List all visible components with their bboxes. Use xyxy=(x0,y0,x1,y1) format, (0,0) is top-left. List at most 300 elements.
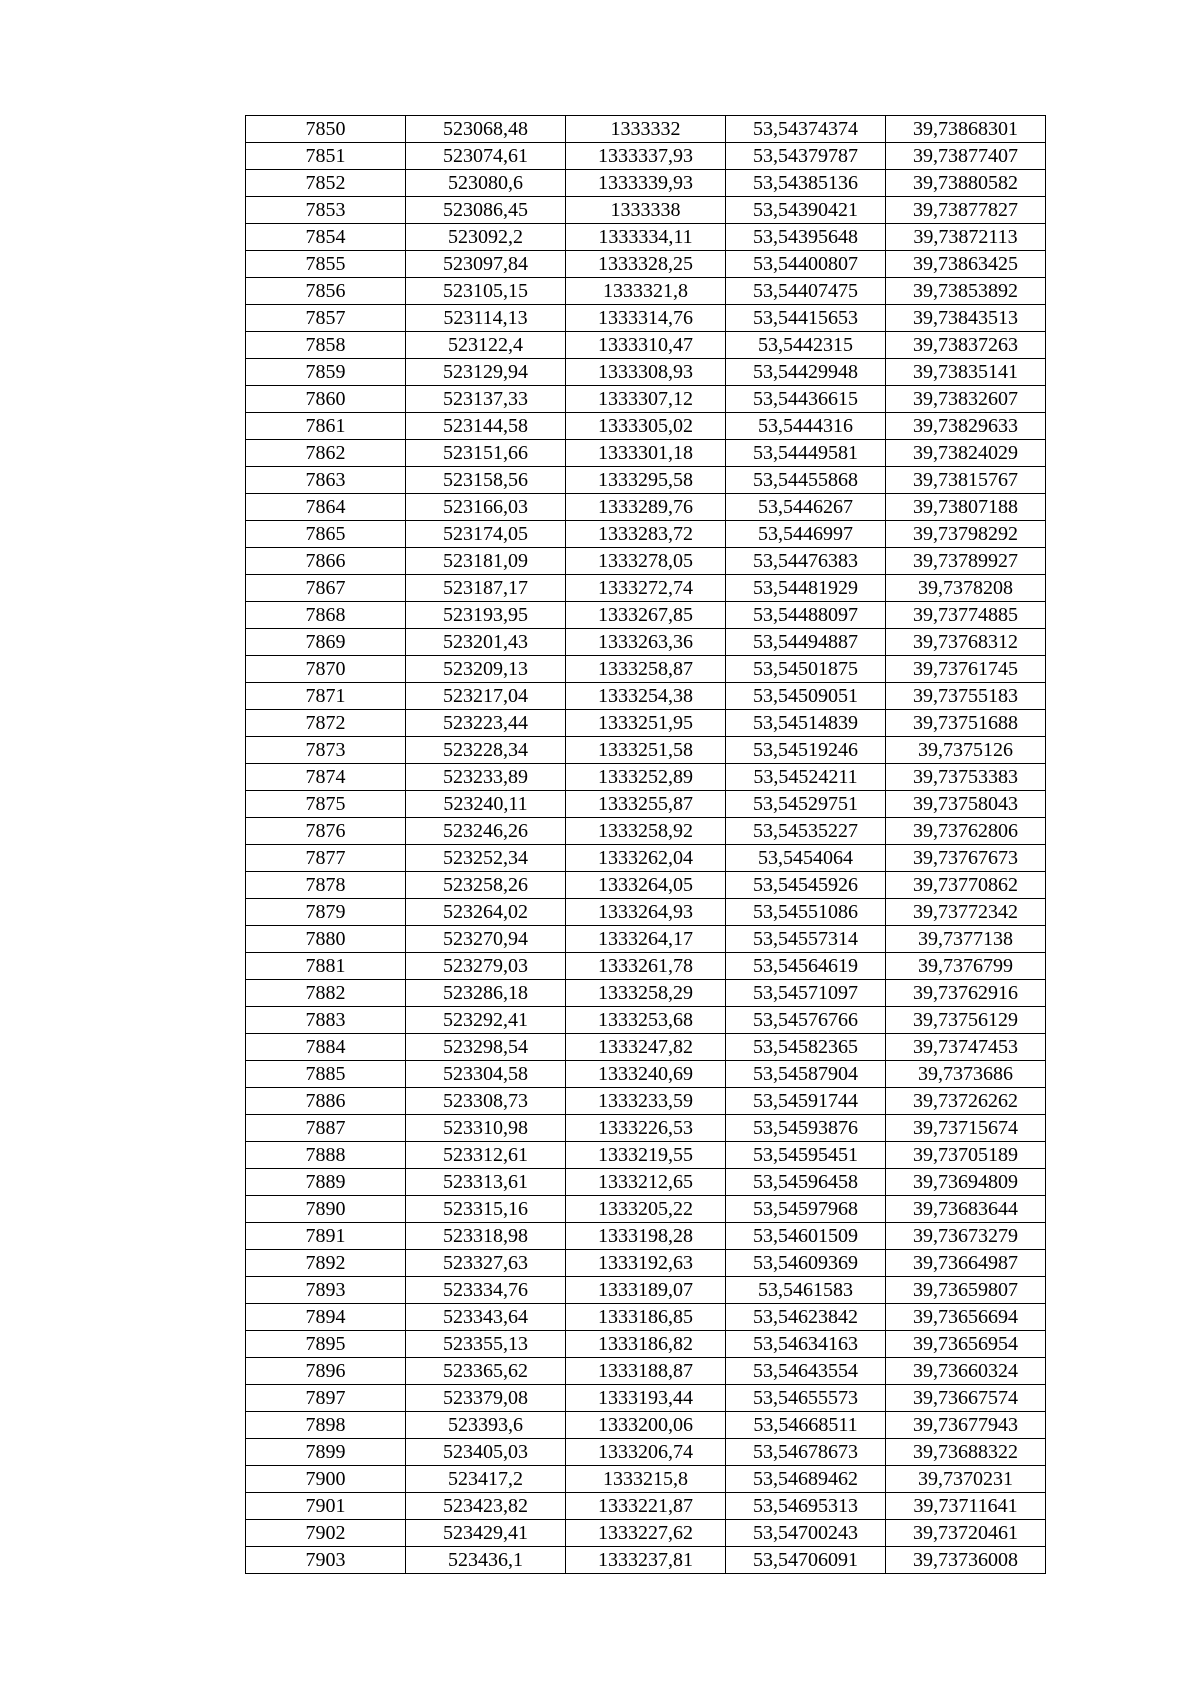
longitude-cell: 39,73677943 xyxy=(886,1412,1046,1439)
y-coordinate-cell: 1333215,8 xyxy=(566,1466,726,1493)
point-number-cell: 7880 xyxy=(246,926,406,953)
x-coordinate-cell: 523252,34 xyxy=(406,845,566,872)
point-number-cell: 7867 xyxy=(246,575,406,602)
longitude-cell: 39,73659807 xyxy=(886,1277,1046,1304)
longitude-cell: 39,73868301 xyxy=(886,116,1046,143)
longitude-cell: 39,73837263 xyxy=(886,332,1046,359)
x-coordinate-cell: 523298,54 xyxy=(406,1034,566,1061)
point-number-cell: 7887 xyxy=(246,1115,406,1142)
latitude-cell: 53,54689462 xyxy=(726,1466,886,1493)
y-coordinate-cell: 1333321,8 xyxy=(566,278,726,305)
x-coordinate-cell: 523334,76 xyxy=(406,1277,566,1304)
y-coordinate-cell: 1333193,44 xyxy=(566,1385,726,1412)
y-coordinate-cell: 1333262,04 xyxy=(566,845,726,872)
y-coordinate-cell: 1333261,78 xyxy=(566,953,726,980)
x-coordinate-cell: 523313,61 xyxy=(406,1169,566,1196)
x-coordinate-cell: 523201,43 xyxy=(406,629,566,656)
longitude-cell: 39,73770862 xyxy=(886,872,1046,899)
x-coordinate-cell: 523223,44 xyxy=(406,710,566,737)
point-number-cell: 7901 xyxy=(246,1493,406,1520)
x-coordinate-cell: 523209,13 xyxy=(406,656,566,683)
x-coordinate-cell: 523137,33 xyxy=(406,386,566,413)
latitude-cell: 53,54634163 xyxy=(726,1331,886,1358)
longitude-cell: 39,73755183 xyxy=(886,683,1046,710)
point-number-cell: 7873 xyxy=(246,737,406,764)
x-coordinate-cell: 523240,11 xyxy=(406,791,566,818)
latitude-cell: 53,54476383 xyxy=(726,548,886,575)
x-coordinate-cell: 523258,26 xyxy=(406,872,566,899)
point-number-cell: 7902 xyxy=(246,1520,406,1547)
table-row xyxy=(246,1142,1046,1169)
table-row xyxy=(246,818,1046,845)
latitude-cell: 53,54400807 xyxy=(726,251,886,278)
x-coordinate-cell: 523308,73 xyxy=(406,1088,566,1115)
y-coordinate-cell: 1333337,93 xyxy=(566,143,726,170)
point-number-cell: 7896 xyxy=(246,1358,406,1385)
latitude-cell: 53,54509051 xyxy=(726,683,886,710)
latitude-cell: 53,54576766 xyxy=(726,1007,886,1034)
latitude-cell: 53,54429948 xyxy=(726,359,886,386)
y-coordinate-cell: 1333278,05 xyxy=(566,548,726,575)
x-coordinate-cell: 523343,64 xyxy=(406,1304,566,1331)
table-row xyxy=(246,278,1046,305)
longitude-cell: 39,73761745 xyxy=(886,656,1046,683)
latitude-cell: 53,54449581 xyxy=(726,440,886,467)
x-coordinate-cell: 523193,95 xyxy=(406,602,566,629)
point-number-cell: 7882 xyxy=(246,980,406,1007)
x-coordinate-cell: 523086,45 xyxy=(406,197,566,224)
longitude-cell: 39,73688322 xyxy=(886,1439,1046,1466)
point-number-cell: 7903 xyxy=(246,1547,406,1574)
y-coordinate-cell: 1333206,74 xyxy=(566,1439,726,1466)
latitude-cell: 53,54407475 xyxy=(726,278,886,305)
y-coordinate-cell: 1333227,62 xyxy=(566,1520,726,1547)
point-number-cell: 7869 xyxy=(246,629,406,656)
y-coordinate-cell: 1333254,38 xyxy=(566,683,726,710)
table-row xyxy=(246,980,1046,1007)
point-number-cell: 7884 xyxy=(246,1034,406,1061)
latitude-cell: 53,54529751 xyxy=(726,791,886,818)
x-coordinate-cell: 523379,08 xyxy=(406,1385,566,1412)
longitude-cell: 39,73705189 xyxy=(886,1142,1046,1169)
x-coordinate-cell: 523129,94 xyxy=(406,359,566,386)
table-row xyxy=(246,656,1046,683)
latitude-cell: 53,54571097 xyxy=(726,980,886,1007)
latitude-cell: 53,54601509 xyxy=(726,1223,886,1250)
x-coordinate-cell: 523122,4 xyxy=(406,332,566,359)
point-number-cell: 7861 xyxy=(246,413,406,440)
latitude-cell: 53,54593876 xyxy=(726,1115,886,1142)
point-number-cell: 7864 xyxy=(246,494,406,521)
y-coordinate-cell: 1333308,93 xyxy=(566,359,726,386)
point-number-cell: 7854 xyxy=(246,224,406,251)
latitude-cell: 53,54494887 xyxy=(726,629,886,656)
longitude-cell: 39,73762916 xyxy=(886,980,1046,1007)
latitude-cell: 53,54524211 xyxy=(726,764,886,791)
latitude-cell: 53,54643554 xyxy=(726,1358,886,1385)
y-coordinate-cell: 1333186,82 xyxy=(566,1331,726,1358)
y-coordinate-cell: 1333219,55 xyxy=(566,1142,726,1169)
longitude-cell: 39,73774885 xyxy=(886,602,1046,629)
table-row xyxy=(246,1304,1046,1331)
y-coordinate-cell: 1333233,59 xyxy=(566,1088,726,1115)
x-coordinate-cell: 523318,98 xyxy=(406,1223,566,1250)
point-number-cell: 7870 xyxy=(246,656,406,683)
y-coordinate-cell: 1333339,93 xyxy=(566,170,726,197)
y-coordinate-cell: 1333258,87 xyxy=(566,656,726,683)
point-number-cell: 7881 xyxy=(246,953,406,980)
point-number-cell: 7876 xyxy=(246,818,406,845)
table-row xyxy=(246,305,1046,332)
longitude-cell: 39,73660324 xyxy=(886,1358,1046,1385)
table-row xyxy=(246,251,1046,278)
longitude-cell: 39,73880582 xyxy=(886,170,1046,197)
x-coordinate-cell: 523393,6 xyxy=(406,1412,566,1439)
x-coordinate-cell: 523270,94 xyxy=(406,926,566,953)
x-coordinate-cell: 523327,63 xyxy=(406,1250,566,1277)
y-coordinate-cell: 1333247,82 xyxy=(566,1034,726,1061)
point-number-cell: 7866 xyxy=(246,548,406,575)
x-coordinate-cell: 523355,13 xyxy=(406,1331,566,1358)
table-row xyxy=(246,764,1046,791)
longitude-cell: 39,73772342 xyxy=(886,899,1046,926)
latitude-cell: 53,54596458 xyxy=(726,1169,886,1196)
latitude-cell: 53,5446267 xyxy=(726,494,886,521)
latitude-cell: 53,54557314 xyxy=(726,926,886,953)
point-number-cell: 7863 xyxy=(246,467,406,494)
y-coordinate-cell: 1333338 xyxy=(566,197,726,224)
y-coordinate-cell: 1333314,76 xyxy=(566,305,726,332)
table-row xyxy=(246,710,1046,737)
latitude-cell: 53,5454064 xyxy=(726,845,886,872)
longitude-cell: 39,73756129 xyxy=(886,1007,1046,1034)
longitude-cell: 39,73853892 xyxy=(886,278,1046,305)
table-row xyxy=(246,1223,1046,1250)
point-number-cell: 7862 xyxy=(246,440,406,467)
longitude-cell: 39,73768312 xyxy=(886,629,1046,656)
longitude-cell: 39,73753383 xyxy=(886,764,1046,791)
point-number-cell: 7893 xyxy=(246,1277,406,1304)
point-number-cell: 7859 xyxy=(246,359,406,386)
table-row xyxy=(246,1466,1046,1493)
y-coordinate-cell: 1333264,93 xyxy=(566,899,726,926)
y-coordinate-cell: 1333332 xyxy=(566,116,726,143)
x-coordinate-cell: 523166,03 xyxy=(406,494,566,521)
y-coordinate-cell: 1333186,85 xyxy=(566,1304,726,1331)
latitude-cell: 53,54374374 xyxy=(726,116,886,143)
point-number-cell: 7877 xyxy=(246,845,406,872)
longitude-cell: 39,73751688 xyxy=(886,710,1046,737)
x-coordinate-cell: 523264,02 xyxy=(406,899,566,926)
table-row xyxy=(246,467,1046,494)
latitude-cell: 53,54706091 xyxy=(726,1547,886,1574)
x-coordinate-cell: 523312,61 xyxy=(406,1142,566,1169)
table-row xyxy=(246,1547,1046,1574)
table-row xyxy=(246,1331,1046,1358)
table-row xyxy=(246,386,1046,413)
table-row xyxy=(246,521,1046,548)
x-coordinate-cell: 523246,26 xyxy=(406,818,566,845)
point-number-cell: 7891 xyxy=(246,1223,406,1250)
table-row xyxy=(246,1385,1046,1412)
x-coordinate-cell: 523405,03 xyxy=(406,1439,566,1466)
longitude-cell: 39,73758043 xyxy=(886,791,1046,818)
table-row xyxy=(246,926,1046,953)
point-number-cell: 7852 xyxy=(246,170,406,197)
table-row xyxy=(246,1088,1046,1115)
x-coordinate-cell: 523080,6 xyxy=(406,170,566,197)
point-number-cell: 7872 xyxy=(246,710,406,737)
table-row xyxy=(246,1412,1046,1439)
y-coordinate-cell: 1333252,89 xyxy=(566,764,726,791)
longitude-cell: 39,73843513 xyxy=(886,305,1046,332)
y-coordinate-cell: 1333289,76 xyxy=(566,494,726,521)
point-number-cell: 7883 xyxy=(246,1007,406,1034)
x-coordinate-cell: 523436,1 xyxy=(406,1547,566,1574)
table-row xyxy=(246,1493,1046,1520)
point-number-cell: 7878 xyxy=(246,872,406,899)
point-number-cell: 7850 xyxy=(246,116,406,143)
y-coordinate-cell: 1333295,58 xyxy=(566,467,726,494)
table-row xyxy=(246,602,1046,629)
y-coordinate-cell: 1333253,68 xyxy=(566,1007,726,1034)
y-coordinate-cell: 1333263,36 xyxy=(566,629,726,656)
x-coordinate-cell: 523279,03 xyxy=(406,953,566,980)
table-row xyxy=(246,1520,1046,1547)
y-coordinate-cell: 1333307,12 xyxy=(566,386,726,413)
point-number-cell: 7889 xyxy=(246,1169,406,1196)
latitude-cell: 53,54395648 xyxy=(726,224,886,251)
longitude-cell: 39,73798292 xyxy=(886,521,1046,548)
latitude-cell: 53,54623842 xyxy=(726,1304,886,1331)
table-row xyxy=(246,224,1046,251)
longitude-cell: 39,73694809 xyxy=(886,1169,1046,1196)
x-coordinate-cell: 523187,17 xyxy=(406,575,566,602)
latitude-cell: 53,54481929 xyxy=(726,575,886,602)
y-coordinate-cell: 1333205,22 xyxy=(566,1196,726,1223)
y-coordinate-cell: 1333310,47 xyxy=(566,332,726,359)
y-coordinate-cell: 1333200,06 xyxy=(566,1412,726,1439)
point-number-cell: 7871 xyxy=(246,683,406,710)
y-coordinate-cell: 1333212,65 xyxy=(566,1169,726,1196)
x-coordinate-cell: 523068,48 xyxy=(406,116,566,143)
x-coordinate-cell: 523423,82 xyxy=(406,1493,566,1520)
x-coordinate-cell: 523429,41 xyxy=(406,1520,566,1547)
longitude-cell: 39,7375126 xyxy=(886,737,1046,764)
longitude-cell: 39,7377138 xyxy=(886,926,1046,953)
table-row xyxy=(246,1115,1046,1142)
longitude-cell: 39,73789927 xyxy=(886,548,1046,575)
latitude-cell: 53,54501875 xyxy=(726,656,886,683)
x-coordinate-cell: 523233,89 xyxy=(406,764,566,791)
table-row xyxy=(246,359,1046,386)
y-coordinate-cell: 1333301,18 xyxy=(566,440,726,467)
y-coordinate-cell: 1333328,25 xyxy=(566,251,726,278)
coordinates-table-body xyxy=(246,116,1046,1574)
point-number-cell: 7874 xyxy=(246,764,406,791)
table-row xyxy=(246,1034,1046,1061)
latitude-cell: 53,54551086 xyxy=(726,899,886,926)
y-coordinate-cell: 1333334,11 xyxy=(566,224,726,251)
latitude-cell: 53,54700243 xyxy=(726,1520,886,1547)
latitude-cell: 53,54582365 xyxy=(726,1034,886,1061)
longitude-cell: 39,73762806 xyxy=(886,818,1046,845)
longitude-cell: 39,73747453 xyxy=(886,1034,1046,1061)
latitude-cell: 53,5446997 xyxy=(726,521,886,548)
latitude-cell: 53,54695313 xyxy=(726,1493,886,1520)
table-row xyxy=(246,332,1046,359)
point-number-cell: 7899 xyxy=(246,1439,406,1466)
longitude-cell: 39,73872113 xyxy=(886,224,1046,251)
table-row xyxy=(246,494,1046,521)
y-coordinate-cell: 1333221,87 xyxy=(566,1493,726,1520)
longitude-cell: 39,73877827 xyxy=(886,197,1046,224)
latitude-cell: 53,54455868 xyxy=(726,467,886,494)
point-number-cell: 7860 xyxy=(246,386,406,413)
x-coordinate-cell: 523092,2 xyxy=(406,224,566,251)
table-row xyxy=(246,1250,1046,1277)
table-row xyxy=(246,116,1046,143)
point-number-cell: 7858 xyxy=(246,332,406,359)
longitude-cell: 39,73726262 xyxy=(886,1088,1046,1115)
longitude-cell: 39,73664987 xyxy=(886,1250,1046,1277)
y-coordinate-cell: 1333240,69 xyxy=(566,1061,726,1088)
table-row xyxy=(246,899,1046,926)
latitude-cell: 53,5442315 xyxy=(726,332,886,359)
table-row xyxy=(246,1169,1046,1196)
point-number-cell: 7886 xyxy=(246,1088,406,1115)
y-coordinate-cell: 1333251,58 xyxy=(566,737,726,764)
x-coordinate-cell: 523304,58 xyxy=(406,1061,566,1088)
point-number-cell: 7894 xyxy=(246,1304,406,1331)
y-coordinate-cell: 1333198,28 xyxy=(566,1223,726,1250)
y-coordinate-cell: 1333283,72 xyxy=(566,521,726,548)
table-row xyxy=(246,737,1046,764)
table-row xyxy=(246,575,1046,602)
longitude-cell: 39,73711641 xyxy=(886,1493,1046,1520)
point-number-cell: 7865 xyxy=(246,521,406,548)
longitude-cell: 39,7376799 xyxy=(886,953,1046,980)
longitude-cell: 39,73667574 xyxy=(886,1385,1046,1412)
y-coordinate-cell: 1333272,74 xyxy=(566,575,726,602)
x-coordinate-cell: 523417,2 xyxy=(406,1466,566,1493)
longitude-cell: 39,73656954 xyxy=(886,1331,1046,1358)
point-number-cell: 7900 xyxy=(246,1466,406,1493)
latitude-cell: 53,54545926 xyxy=(726,872,886,899)
y-coordinate-cell: 1333264,05 xyxy=(566,872,726,899)
table-row xyxy=(246,548,1046,575)
point-number-cell: 7888 xyxy=(246,1142,406,1169)
table-row xyxy=(246,1358,1046,1385)
table-row xyxy=(246,1061,1046,1088)
y-coordinate-cell: 1333267,85 xyxy=(566,602,726,629)
longitude-cell: 39,7373686 xyxy=(886,1061,1046,1088)
latitude-cell: 53,54379787 xyxy=(726,143,886,170)
y-coordinate-cell: 1333258,29 xyxy=(566,980,726,1007)
point-number-cell: 7856 xyxy=(246,278,406,305)
x-coordinate-cell: 523286,18 xyxy=(406,980,566,1007)
point-number-cell: 7898 xyxy=(246,1412,406,1439)
latitude-cell: 53,5461583 xyxy=(726,1277,886,1304)
longitude-cell: 39,73767673 xyxy=(886,845,1046,872)
x-coordinate-cell: 523144,58 xyxy=(406,413,566,440)
latitude-cell: 53,54668511 xyxy=(726,1412,886,1439)
point-number-cell: 7890 xyxy=(246,1196,406,1223)
y-coordinate-cell: 1333237,81 xyxy=(566,1547,726,1574)
longitude-cell: 39,73673279 xyxy=(886,1223,1046,1250)
longitude-cell: 39,73863425 xyxy=(886,251,1046,278)
longitude-cell: 39,73720461 xyxy=(886,1520,1046,1547)
y-coordinate-cell: 1333226,53 xyxy=(566,1115,726,1142)
table-row xyxy=(246,953,1046,980)
point-number-cell: 7855 xyxy=(246,251,406,278)
x-coordinate-cell: 523217,04 xyxy=(406,683,566,710)
longitude-cell: 39,73683644 xyxy=(886,1196,1046,1223)
point-number-cell: 7895 xyxy=(246,1331,406,1358)
latitude-cell: 53,54655573 xyxy=(726,1385,886,1412)
longitude-cell: 39,73656694 xyxy=(886,1304,1046,1331)
latitude-cell: 53,54436615 xyxy=(726,386,886,413)
latitude-cell: 53,54591744 xyxy=(726,1088,886,1115)
y-coordinate-cell: 1333192,63 xyxy=(566,1250,726,1277)
latitude-cell: 53,54609369 xyxy=(726,1250,886,1277)
table-row xyxy=(246,629,1046,656)
table-row xyxy=(246,872,1046,899)
x-coordinate-cell: 523310,98 xyxy=(406,1115,566,1142)
latitude-cell: 53,54390421 xyxy=(726,197,886,224)
latitude-cell: 53,54595451 xyxy=(726,1142,886,1169)
y-coordinate-cell: 1333258,92 xyxy=(566,818,726,845)
latitude-cell: 53,5444316 xyxy=(726,413,886,440)
longitude-cell: 39,73715674 xyxy=(886,1115,1046,1142)
point-number-cell: 7897 xyxy=(246,1385,406,1412)
longitude-cell: 39,73877407 xyxy=(886,143,1046,170)
latitude-cell: 53,54587904 xyxy=(726,1061,886,1088)
longitude-cell: 39,73824029 xyxy=(886,440,1046,467)
latitude-cell: 53,54678673 xyxy=(726,1439,886,1466)
point-number-cell: 7851 xyxy=(246,143,406,170)
x-coordinate-cell: 523228,34 xyxy=(406,737,566,764)
point-number-cell: 7857 xyxy=(246,305,406,332)
longitude-cell: 39,73807188 xyxy=(886,494,1046,521)
table-row xyxy=(246,413,1046,440)
table-row xyxy=(246,143,1046,170)
latitude-cell: 53,54385136 xyxy=(726,170,886,197)
y-coordinate-cell: 1333188,87 xyxy=(566,1358,726,1385)
point-number-cell: 7879 xyxy=(246,899,406,926)
table-row xyxy=(246,440,1046,467)
table-row xyxy=(246,170,1046,197)
x-coordinate-cell: 523315,16 xyxy=(406,1196,566,1223)
table-row xyxy=(246,1277,1046,1304)
table-row xyxy=(246,197,1046,224)
x-coordinate-cell: 523105,15 xyxy=(406,278,566,305)
latitude-cell: 53,54564619 xyxy=(726,953,886,980)
table-row xyxy=(246,1439,1046,1466)
latitude-cell: 53,54488097 xyxy=(726,602,886,629)
x-coordinate-cell: 523074,61 xyxy=(406,143,566,170)
latitude-cell: 53,54415653 xyxy=(726,305,886,332)
longitude-cell: 39,73829633 xyxy=(886,413,1046,440)
y-coordinate-cell: 1333189,07 xyxy=(566,1277,726,1304)
x-coordinate-cell: 523174,05 xyxy=(406,521,566,548)
coordinates-table xyxy=(245,115,1046,1574)
x-coordinate-cell: 523097,84 xyxy=(406,251,566,278)
point-number-cell: 7892 xyxy=(246,1250,406,1277)
longitude-cell: 39,7370231 xyxy=(886,1466,1046,1493)
table-row xyxy=(246,791,1046,818)
x-coordinate-cell: 523181,09 xyxy=(406,548,566,575)
